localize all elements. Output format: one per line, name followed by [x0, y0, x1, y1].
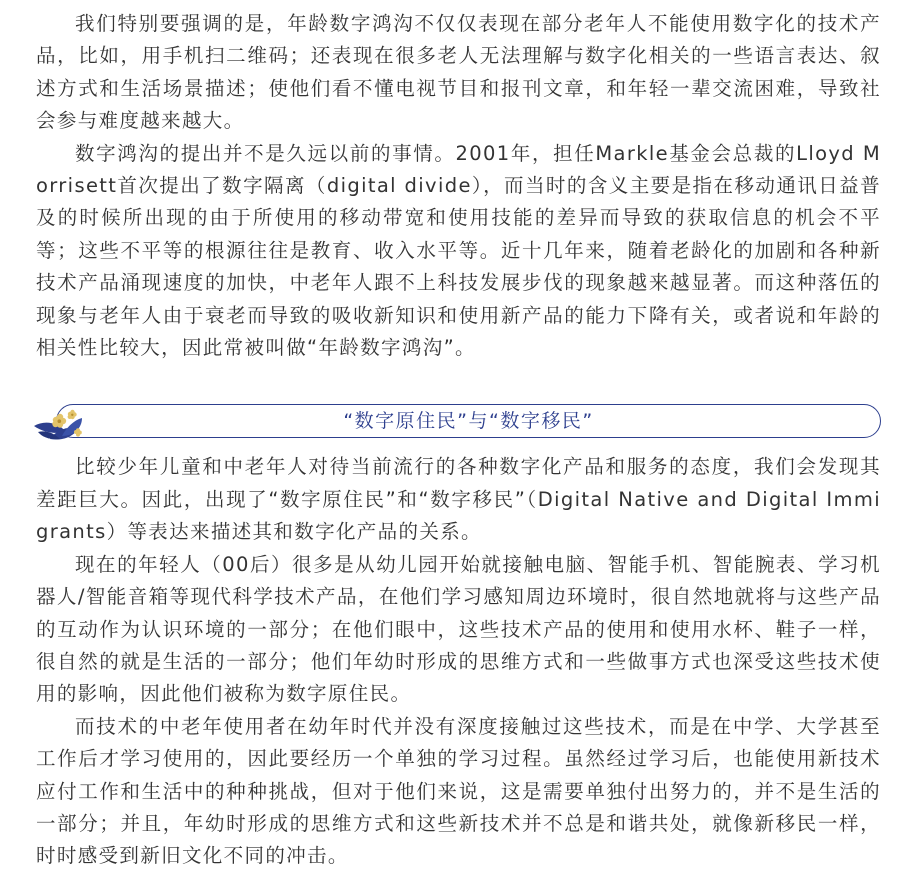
paragraph-digital-natives: 现在的年轻人（00后）很多是从幼儿园开始就接触电脑、智能手机、智能腕表、学习机器人/智能音箱等现代科学技术产品，在他们学习感知周边环境时，很自然地就将与这些产品的互动作为认识环境的一部分；在他们眼中，这些技术产品的使用和使用水杯、鞋子一样，很自然的就是生活的一部分；他们年幼时形成的思维方式和一些做事方式也深受这些技术使用的影响，因此他们被称为数字原住民。 [36, 552, 881, 706]
section-title: “数字原住民”与“数字移民” [343, 410, 594, 433]
section-header [36, 402, 881, 442]
paragraph-digital-natives-intro: 比较少年儿童和中老年人对待当前流行的各种数字化产品和服务的态度，我们会发现其差距巨大。因此，出现了“数字原住民”和“数字移民”（Digital Native and Digital Immigrants）等表达来描述其和数字化产品的关系。 [36, 455, 881, 544]
paragraph-digital-divide-origin: 数字鸿沟的提出并不是久远以前的事情。2001年，担任Markle基金会总裁的Lloyd Morrisett首次提出了数字隔离（digital divide），而当时的含义主要是指在移动通讯日益普及的时候所出现的由于所使用的移动带宽和使用技能的差异而导致的获取信息的机会不平等；这些不平等的根源往往是教育、收入水平等。近十几年来，随着老龄化的加剧和各种新技术产品涌现速度的加快，中老年人跟不上科技发展步伐的现象越来越显著。而这种落伍的现象与老年人由于衰老而导致的吸收新知识和使用新产品的能力下降有关，或者说和年龄的相关性比较大，因此常被叫做“年龄数字鸿沟”。 [36, 141, 881, 360]
paragraph-age-digital-divide: 我们特别要强调的是，年龄数字鸿沟不仅仅表现在部分老年人不能使用数字化的技术产品，比如，用手机扫二维码；还表现在很多老人无法理解与数字化相关的一些语言表达、叙述方式和生活场景描述；使他们看不懂电视节目和报刊文章，和年轻一辈交流困难，导致社会参与难度越来越大。 [36, 12, 881, 133]
paragraph-digital-immigrants: 而技术的中老年使用者在幼年时代并没有深度接触过这些技术，而是在中学、大学甚至工作后才学习使用的，因此要经历一个单独的学习过程。虽然经过学习后，也能使用新技术应付工作和生活中的种种挑战，但对于他们来说，这是需要单独付出努力的，并不是生活的一部分；并且，年幼时形成的思维方式和这些新技术并不总是和谐共处，就像新移民一样，时时感受到新旧文化不同的冲击。 [36, 714, 881, 868]
article [36, 8, 881, 873]
